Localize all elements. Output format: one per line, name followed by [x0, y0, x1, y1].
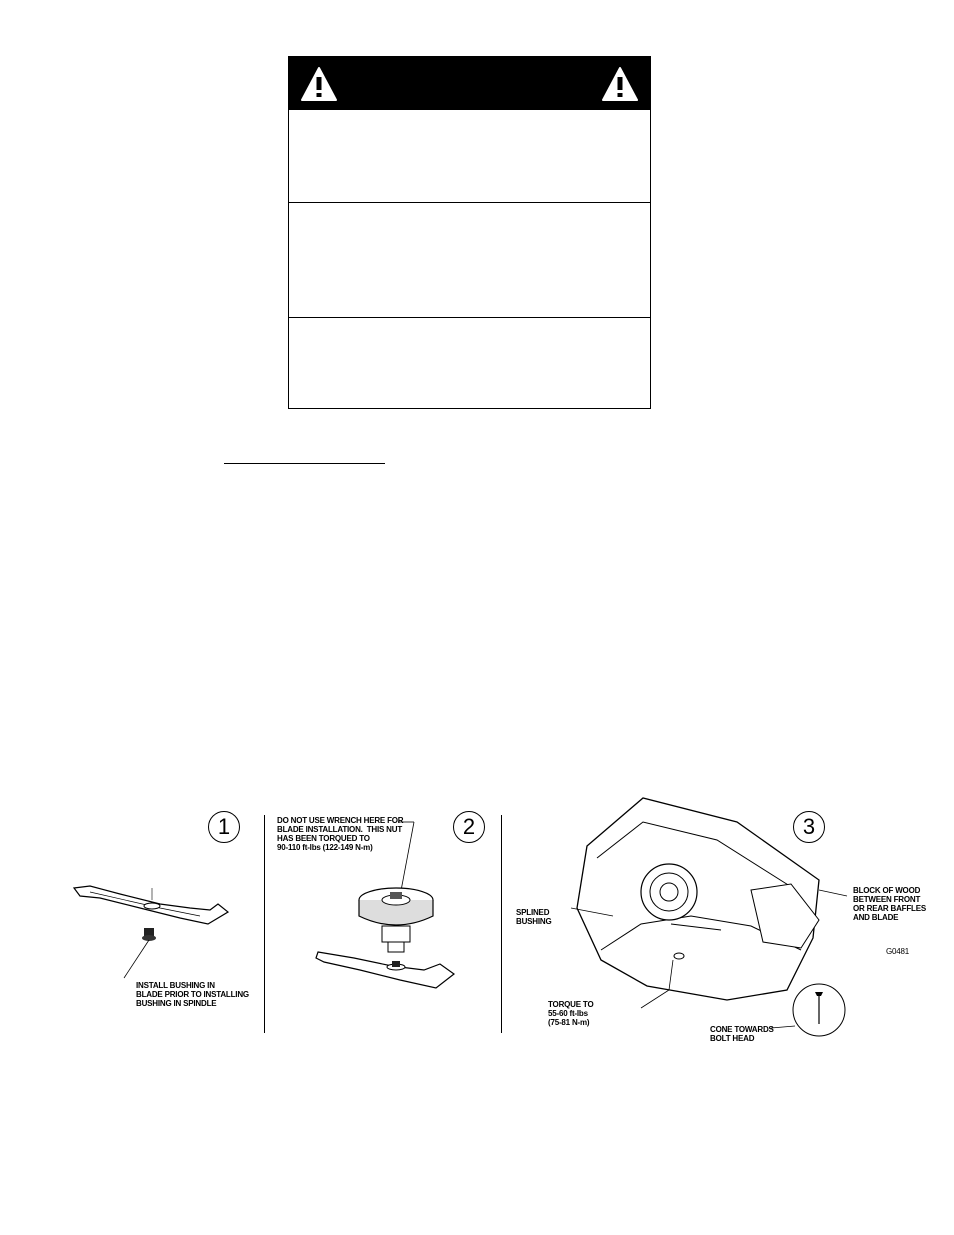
install-bushing-label: INSTALL BUSHING IN BLADE PRIOR TO INSTALLING BUSHING IN SPINDLE — [136, 981, 249, 1008]
figure-number-3: 3 — [793, 811, 825, 843]
figure-number-1: 1 — [208, 811, 240, 843]
torque-spec-label: TORQUE TO 55-60 ft-lbs (75-81 N-m) — [548, 1000, 594, 1027]
splined-bushing-label: SPLINED BUSHING — [516, 908, 552, 926]
warning-triangle-icon — [300, 66, 338, 102]
figure-number-2: 2 — [453, 811, 485, 843]
warning-section-2 — [289, 203, 650, 318]
wrench-warning-label: DO NOT USE WRENCH HERE FOR BLADE INSTALLATION. THIS NUT HAS BEEN TORQUED TO 90-110 ft-lbs (122-149 N-m) — [277, 816, 404, 852]
cone-towards-bolt-label: CONE TOWARDS BOLT HEAD — [710, 1025, 774, 1043]
warning-box — [288, 56, 651, 409]
figure-code: G0481 — [886, 947, 910, 956]
section-heading-underline — [224, 463, 385, 464]
warning-triangle-icon — [601, 66, 639, 102]
warning-section-3 — [289, 318, 650, 408]
block-of-wood-label: BLOCK OF WOOD BETWEEN FRONT OR REAR BAFFLES AND BLADE — [853, 886, 927, 922]
warning-section-1 — [289, 110, 650, 203]
spindle-pulley-illustration — [264, 800, 501, 1040]
warning-header — [289, 57, 650, 110]
blade-installation-figures — [60, 800, 927, 1050]
